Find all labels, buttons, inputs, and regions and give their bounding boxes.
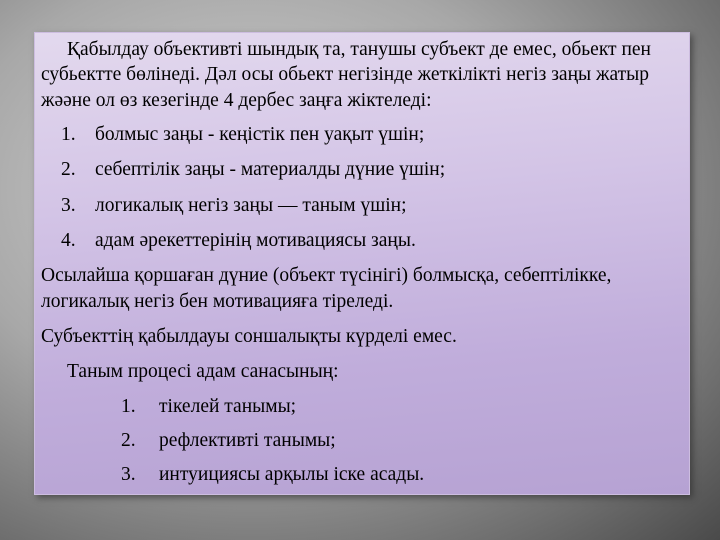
list-item	[41, 228, 683, 253]
subject-paragraph: Субъекттің қабылдауы соншалықты күрделі емес.	[41, 326, 457, 348]
cognition-intro-line: Таным процесі адам санасының:	[67, 361, 339, 383]
list-item-number: 4.	[61, 230, 76, 252]
list-item	[41, 428, 683, 453]
list-item-number: 2.	[61, 159, 76, 181]
list-item	[41, 394, 683, 419]
list-item-text: логикалық негіз заңы — таным үшін;	[95, 194, 407, 216]
list-item-text: болмыс заңы - кеңістік пен уақыт үшін;	[95, 124, 425, 146]
list-item-text: интуициясы арқылы іске асады.	[159, 464, 425, 486]
list-item	[41, 157, 683, 182]
cognition-list	[41, 394, 683, 488]
list-item-number: 3.	[121, 464, 136, 486]
slide-text-box	[34, 32, 690, 495]
laws-list	[41, 122, 683, 253]
intro-paragraph: Қабылдау объективті шындық та, танушы субъект де емес, обьект пен субьектте бөлінеді. Дәл осы обьект негізінде жеткілікті негіз заңы жатыр жәәне ол өз кезегінде 4 дербес заңға жіктеледі:	[41, 39, 651, 111]
list-item-text: себептілік заңы - материалды дүние үшін;	[95, 159, 446, 181]
list-item	[41, 462, 683, 487]
list-item-text: тікелей танымы;	[159, 395, 297, 417]
list-item	[41, 122, 683, 147]
list-item-number: 1.	[61, 124, 76, 146]
list-item-number: 2.	[121, 430, 136, 452]
list-item-number: 3.	[61, 194, 76, 216]
list-item	[41, 193, 683, 218]
list-item-text: адам әрекеттерінің мотивациясы заңы.	[95, 230, 416, 252]
summary-paragraph: Осылайша қоршаған дүние (объект түсінігі) болмысқа, себептілікке, логикалық негіз бен мотивацияға тіреледі.	[41, 265, 612, 312]
list-item-text: рефлективті танымы;	[159, 430, 336, 452]
list-item-number: 1.	[121, 395, 136, 417]
